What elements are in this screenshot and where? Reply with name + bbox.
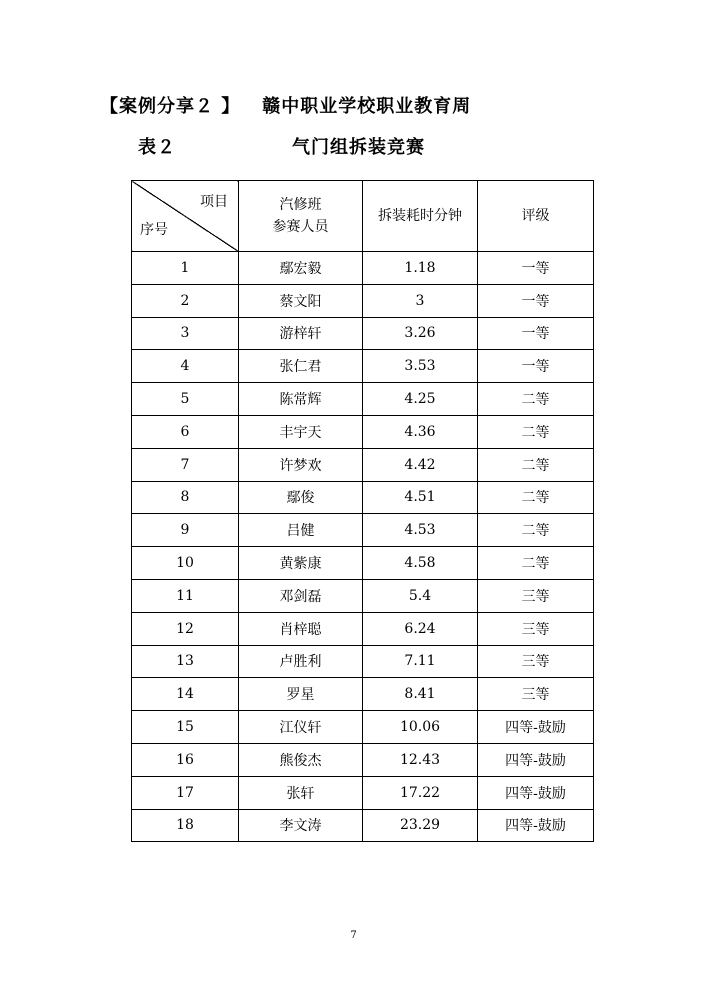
cell-serial: 8 — [132, 481, 239, 514]
table-row — [132, 645, 594, 678]
cell-serial: 6 — [132, 415, 239, 448]
case-label: 【案例分享２ 】 — [100, 96, 241, 117]
table-number: 表２ — [138, 137, 176, 158]
diagonal-header-cell — [132, 181, 239, 252]
cell-grade: 四等-鼓励 — [478, 809, 594, 842]
cell-serial: 11 — [132, 579, 239, 612]
header-participants — [239, 181, 363, 252]
cell-grade: 二等 — [478, 415, 594, 448]
cell-serial: 7 — [132, 448, 239, 481]
header-time: 拆装耗时分钟 — [363, 181, 478, 252]
competition-table — [131, 180, 594, 842]
cell-name: 张仁君 — [239, 350, 363, 383]
table-header-row — [132, 181, 594, 252]
cell-serial: 17 — [132, 776, 239, 809]
cell-serial: 10 — [132, 547, 239, 580]
cell-grade: 四等-鼓励 — [478, 743, 594, 776]
table-row — [132, 678, 594, 711]
table-row — [132, 317, 594, 350]
cell-time: 17.22 — [363, 776, 478, 809]
cell-serial: 13 — [132, 645, 239, 678]
cell-grade: 三等 — [478, 612, 594, 645]
cell-serial: 3 — [132, 317, 239, 350]
cell-name: 游梓轩 — [239, 317, 363, 350]
cell-name: 黄紫康 — [239, 547, 363, 580]
cell-name: 罗星 — [239, 678, 363, 711]
table-row — [132, 350, 594, 383]
cell-name: 熊俊杰 — [239, 743, 363, 776]
cell-serial: 16 — [132, 743, 239, 776]
cell-grade: 二等 — [478, 383, 594, 416]
table-row — [132, 579, 594, 612]
table-row — [132, 415, 594, 448]
cell-name: 鄢俊 — [239, 481, 363, 514]
cell-name: 江仪轩 — [239, 711, 363, 744]
cell-time: 4.25 — [363, 383, 478, 416]
cell-name: 蔡文阳 — [239, 284, 363, 317]
cell-time: 6.24 — [363, 612, 478, 645]
cell-grade: 一等 — [478, 317, 594, 350]
header-serial: 序号 — [140, 222, 168, 238]
cell-grade: 二等 — [478, 514, 594, 547]
cell-time: 7.11 — [363, 645, 478, 678]
table-caption — [0, 133, 707, 157]
cell-time: 4.36 — [363, 415, 478, 448]
table-row — [132, 284, 594, 317]
table-row — [132, 448, 594, 481]
cell-time: 10.06 — [363, 711, 478, 744]
cell-grade: 二等 — [478, 481, 594, 514]
cell-time: 12.43 — [363, 743, 478, 776]
cell-time: 3.26 — [363, 317, 478, 350]
table-row — [132, 743, 594, 776]
header-grade: 评级 — [478, 181, 594, 252]
header-participants-line2: 参赛人员 — [272, 219, 329, 235]
cell-name: 吕健 — [239, 514, 363, 547]
case-subject: 赣中职业学校职业教育周 — [262, 96, 472, 117]
cell-grade: 三等 — [478, 645, 594, 678]
table-row — [132, 612, 594, 645]
cell-time: 4.53 — [363, 514, 478, 547]
cell-serial: 2 — [132, 284, 239, 317]
case-heading — [100, 92, 471, 118]
cell-grade: 一等 — [478, 252, 594, 285]
cell-grade: 四等-鼓励 — [478, 776, 594, 809]
cell-time: 4.51 — [363, 481, 478, 514]
cell-serial: 5 — [132, 383, 239, 416]
table-row — [132, 383, 594, 416]
cell-grade: 三等 — [478, 579, 594, 612]
cell-time: 8.41 — [363, 678, 478, 711]
cell-grade: 一等 — [478, 284, 594, 317]
cell-serial: 15 — [132, 711, 239, 744]
cell-time: 23.29 — [363, 809, 478, 842]
cell-serial: 4 — [132, 350, 239, 383]
table-row — [132, 481, 594, 514]
cell-time: 4.42 — [363, 448, 478, 481]
cell-time: 1.18 — [363, 252, 478, 285]
cell-serial: 1 — [132, 252, 239, 285]
cell-name: 张轩 — [239, 776, 363, 809]
header-project: 项目 — [200, 194, 228, 210]
table-name: 气门组拆装竞赛 — [292, 137, 425, 158]
cell-grade: 四等-鼓励 — [478, 711, 594, 744]
table-row — [132, 252, 594, 285]
cell-grade: 二等 — [478, 547, 594, 580]
cell-name: 邓剑磊 — [239, 579, 363, 612]
table-row — [132, 776, 594, 809]
cell-time: 4.58 — [363, 547, 478, 580]
cell-name: 李文涛 — [239, 809, 363, 842]
cell-grade: 三等 — [478, 678, 594, 711]
cell-name: 陈常辉 — [239, 383, 363, 416]
cell-name: 肖梓聪 — [239, 612, 363, 645]
cell-serial: 14 — [132, 678, 239, 711]
table-row — [132, 547, 594, 580]
cell-name: 丰宇天 — [239, 415, 363, 448]
table-row — [132, 514, 594, 547]
table-row — [132, 809, 594, 842]
cell-time: 3.53 — [363, 350, 478, 383]
cell-serial: 9 — [132, 514, 239, 547]
cell-grade: 一等 — [478, 350, 594, 383]
page-number: 7 — [350, 930, 357, 941]
table-row — [132, 711, 594, 744]
cell-name: 鄢宏毅 — [239, 252, 363, 285]
cell-time: 5.4 — [363, 579, 478, 612]
cell-time: 3 — [363, 284, 478, 317]
cell-grade: 二等 — [478, 448, 594, 481]
cell-name: 卢胜利 — [239, 645, 363, 678]
cell-serial: 18 — [132, 809, 239, 842]
cell-name: 许梦欢 — [239, 448, 363, 481]
header-participants-line1: 汽修班 — [279, 197, 322, 213]
cell-serial: 12 — [132, 612, 239, 645]
